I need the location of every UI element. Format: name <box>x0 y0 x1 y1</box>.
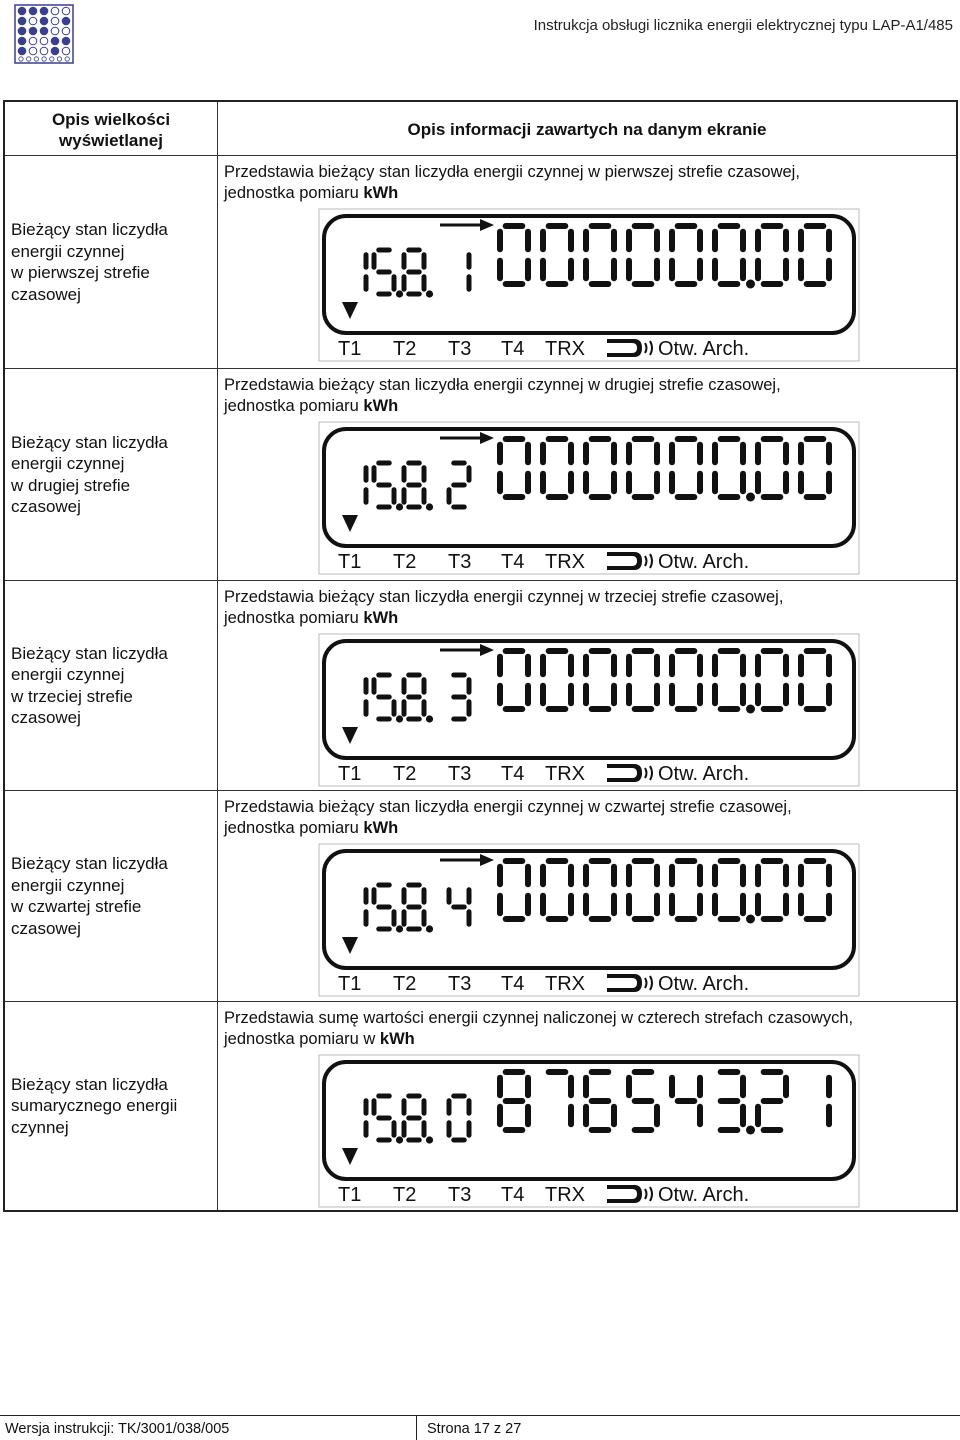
header-cell-info <box>218 102 956 157</box>
description-line-2: jednostka pomiaru w <box>224 1030 380 1048</box>
indicator-t4: T4 <box>501 551 525 573</box>
lcd-decimal-point <box>746 705 755 714</box>
description-line-1: Przedstawia bieżący stan liczydła energii czynnej w drugiej strefie czasowej, <box>224 376 781 394</box>
lcd-decimal-point <box>746 493 755 502</box>
row-description <box>224 162 800 204</box>
indicator-trx: TRX <box>545 1184 585 1206</box>
lcd-decimal-point <box>426 715 433 722</box>
indicator-t3: T3 <box>448 551 472 573</box>
row-label-cell <box>5 369 218 580</box>
display-description-table <box>3 100 958 1212</box>
logo-dot <box>29 47 37 55</box>
logo-dot <box>42 57 46 61</box>
logo-dot <box>40 27 48 35</box>
page-footer <box>0 1415 960 1440</box>
row-label: Bieżący stan liczydła sumarycznego energii czynnej <box>11 1074 178 1137</box>
row-info-cell <box>218 581 956 790</box>
row-description <box>224 1008 853 1050</box>
indicator-t1: T1 <box>338 338 362 360</box>
description-line-2: jednostka pomiaru <box>224 397 364 415</box>
lcd-display <box>318 421 860 575</box>
logo-dot <box>51 7 59 15</box>
lcd-decimal-point <box>426 290 433 297</box>
row-description <box>224 797 792 839</box>
indicator-t1: T1 <box>338 551 362 573</box>
logo-dot <box>51 27 59 35</box>
indicator-t3: T3 <box>448 973 472 995</box>
lcd-decimal-point <box>426 1136 433 1143</box>
lcd-display <box>318 633 860 787</box>
logo-dot <box>62 17 70 25</box>
indicator-otw-arch: Otw. Arch. <box>658 551 750 573</box>
row-info-cell <box>218 156 956 368</box>
unit-label: kWh <box>363 609 399 627</box>
lcd-decimal-point <box>396 925 403 932</box>
lcd-decimal-point <box>426 503 433 510</box>
row-label-cell <box>5 581 218 790</box>
logo-dot <box>51 37 59 45</box>
indicator-t1: T1 <box>338 1184 362 1206</box>
row-description <box>224 375 781 417</box>
indicator-otw-arch: Otw. Arch. <box>658 763 750 785</box>
logo-dot <box>65 57 69 61</box>
indicator-t2: T2 <box>393 973 417 995</box>
description-line-2: jednostka pomiaru <box>224 184 364 202</box>
indicator-t4: T4 <box>501 763 525 785</box>
table-row <box>5 580 956 790</box>
logo-dot <box>51 47 59 55</box>
indicator-t4: T4 <box>501 338 525 360</box>
logo-dot <box>29 17 37 25</box>
indicator-t3: T3 <box>448 338 472 360</box>
logo-dot <box>62 47 70 55</box>
lcd-display <box>318 843 860 997</box>
column-header-info: Opis informacji zawartych na danym ekranie <box>407 120 767 139</box>
lcd-decimal-point <box>396 503 403 510</box>
company-logo <box>14 4 74 64</box>
row-label: Bieżący stan liczydła energii czynnej w pierwszej strefie czasowej <box>11 220 168 304</box>
logo-dot <box>51 17 59 25</box>
indicator-otw-arch: Otw. Arch. <box>658 973 750 995</box>
indicator-t2: T2 <box>393 1184 417 1206</box>
logo-dot <box>40 17 48 25</box>
lcd-decimal-point <box>746 915 755 924</box>
row-label: Bieżący stan liczydła energii czynnej w trzeciej strefie czasowej <box>11 643 168 727</box>
indicator-trx: TRX <box>545 973 585 995</box>
indicator-t4: T4 <box>501 1184 525 1206</box>
lcd-decimal-point <box>396 1136 403 1143</box>
indicator-t2: T2 <box>393 763 417 785</box>
indicator-t1: T1 <box>338 973 362 995</box>
row-description <box>224 587 783 629</box>
indicator-otw-arch: Otw. Arch. <box>658 1184 750 1206</box>
lcd-decimal-point <box>746 1126 755 1135</box>
table-row <box>5 790 956 1001</box>
table-row <box>5 155 956 368</box>
footer-divider <box>416 1416 417 1440</box>
indicator-t4: T4 <box>501 973 525 995</box>
lcd-decimal-point <box>426 925 433 932</box>
row-label: Bieżący stan liczydła energii czynnej w czwartej strefie czasowej <box>11 854 168 938</box>
lcd-display <box>318 208 860 362</box>
logo-dot <box>18 7 26 15</box>
logo-dot <box>19 57 23 61</box>
logo-dot <box>62 37 70 45</box>
row-label: Bieżący stan liczydła energii czynnej w drugiej strefie czasowej <box>11 432 168 516</box>
row-label-cell <box>5 791 218 1001</box>
unit-label: kWh <box>363 819 399 837</box>
unit-label: kWh <box>363 184 399 202</box>
logo-dot <box>29 7 37 15</box>
row-info-cell <box>218 791 956 1001</box>
indicator-trx: TRX <box>545 338 585 360</box>
indicator-trx: TRX <box>545 551 585 573</box>
logo-dot <box>18 47 26 55</box>
indicator-t3: T3 <box>448 763 472 785</box>
logo-dot <box>40 47 48 55</box>
description-line-2: jednostka pomiaru <box>224 609 364 627</box>
logo-dot-grid <box>18 7 70 61</box>
table-row <box>5 1001 956 1210</box>
page-number: Strona 17 z 27 <box>427 1421 522 1437</box>
logo-dot <box>29 37 37 45</box>
document-title: Instrukcja obsługi licznika energii elektrycznej typu LAP-A1/485 <box>533 17 953 34</box>
row-label-cell <box>5 1002 218 1210</box>
logo-dot <box>29 27 37 35</box>
lcd-display <box>318 1054 860 1208</box>
lcd-decimal-point <box>396 290 403 297</box>
indicator-t2: T2 <box>393 551 417 573</box>
unit-label: kWh <box>379 1030 415 1048</box>
indicator-otw-arch: Otw. Arch. <box>658 338 750 360</box>
logo-dot <box>27 57 31 61</box>
indicator-t1: T1 <box>338 763 362 785</box>
lcd-decimal-point <box>396 715 403 722</box>
logo-dot <box>62 27 70 35</box>
description-line-1: Przedstawia sumę wartości energii czynnej naliczonej w czterech strefach czasowych, <box>224 1009 854 1027</box>
table-header-row <box>5 102 956 157</box>
indicator-t2: T2 <box>393 338 417 360</box>
logo-dot <box>34 57 38 61</box>
logo-dot <box>18 27 26 35</box>
logo-dot <box>50 57 54 61</box>
unit-label: kWh <box>363 397 399 415</box>
row-info-cell <box>218 1002 956 1210</box>
logo-dot <box>40 7 48 15</box>
logo-dot <box>40 37 48 45</box>
row-label-cell <box>5 156 218 368</box>
header-cell-quantity <box>5 102 218 157</box>
document-version: Wersja instrukcji: TK/3001/038/005 <box>5 1421 230 1437</box>
logo-dot <box>62 7 70 15</box>
description-line-1: Przedstawia bieżący stan liczydła energii czynnej w czwartej strefie czasowej, <box>224 798 792 816</box>
logo-dot <box>18 37 26 45</box>
description-line-2: jednostka pomiaru <box>224 819 364 837</box>
description-line-1: Przedstawia bieżący stan liczydła energii czynnej w trzeciej strefie czasowej, <box>224 588 784 606</box>
column-header-quantity: Opis wielkości wyświetlanej <box>51 109 171 150</box>
logo-dot <box>18 17 26 25</box>
logo-dot <box>57 57 61 61</box>
lcd-decimal-point <box>746 280 755 289</box>
table-row <box>5 368 956 580</box>
indicator-trx: TRX <box>545 763 585 785</box>
indicator-t3: T3 <box>448 1184 472 1206</box>
row-info-cell <box>218 369 956 580</box>
description-line-1: Przedstawia bieżący stan liczydła energii czynnej w pierwszej strefie czasowej, <box>224 163 800 181</box>
